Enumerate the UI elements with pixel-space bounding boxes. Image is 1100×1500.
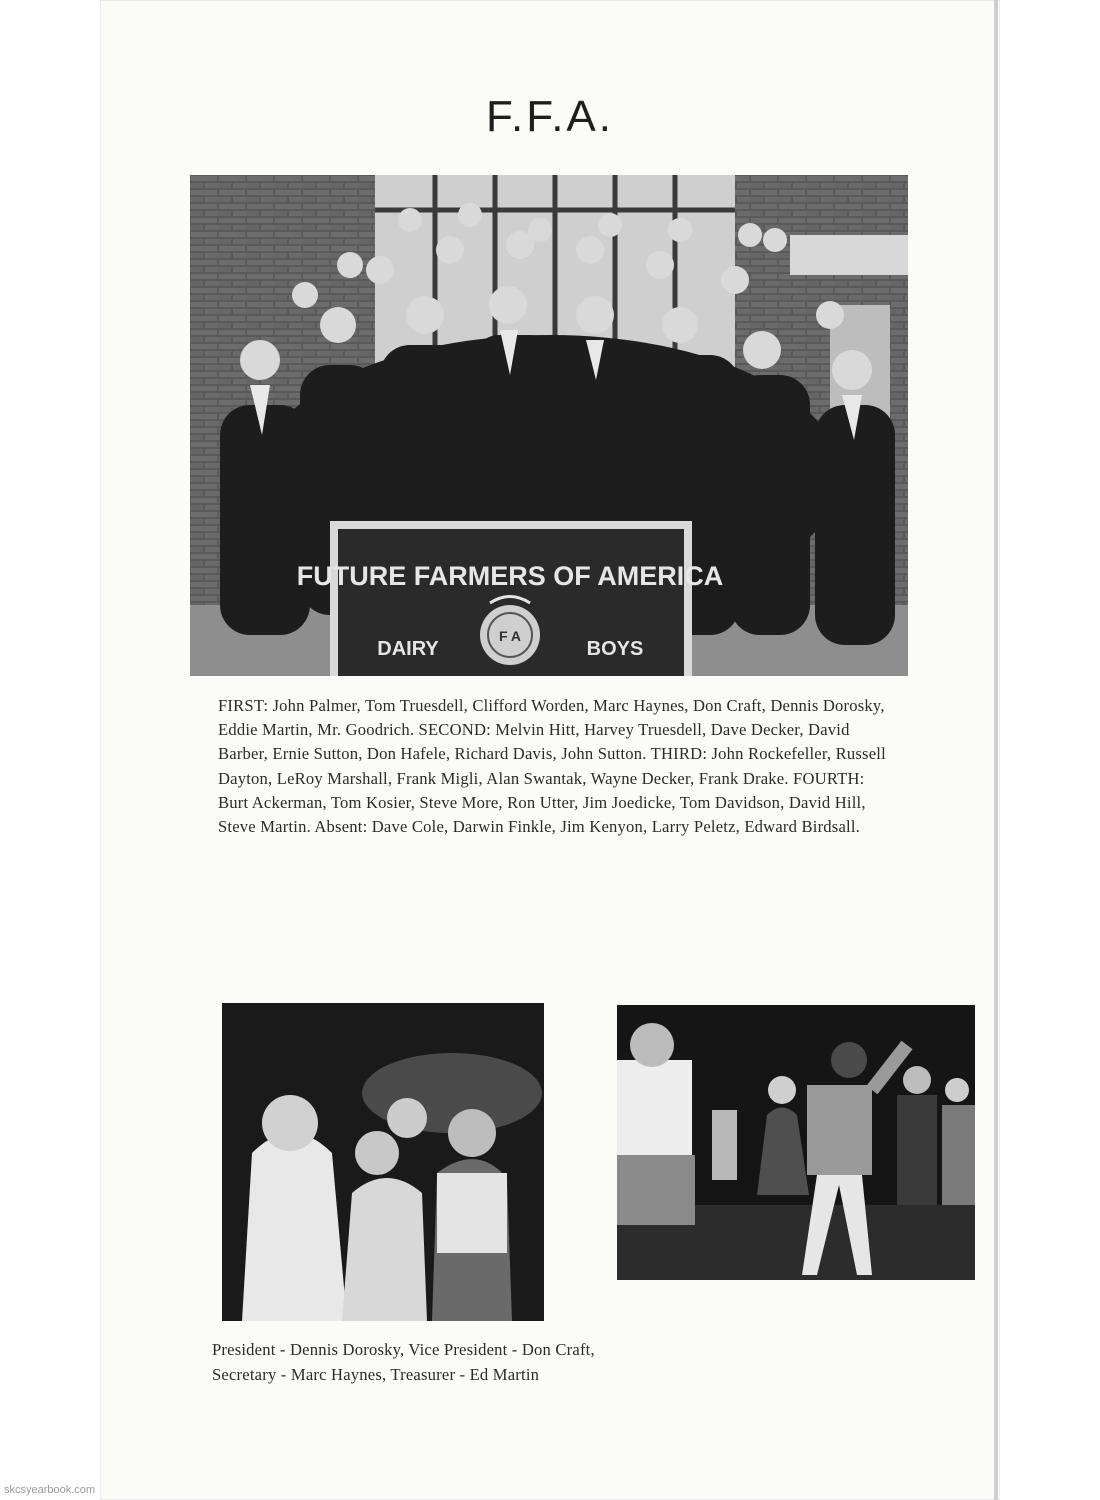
watermark: skcsyearbook.com: [4, 1484, 96, 1496]
officers-line-1: President - Dennis Dorosky, Vice President - Don Craft,: [212, 1340, 595, 1359]
group-photo-caption: FIRST: John Palmer, Tom Truesdell, Clifford Worden, Marc Haynes, Don Craft, Dennis Dorosky, Eddie Martin, Mr. Goodrich. SECOND: Melvin Hitt, Harvey Truesdell, Dave Decker, David Barber, Ernie Sutton, Don Hafele, Richard Davis, John Sutton. THIRD: John Rockefeller, Russell Dayton, LeRoy Marshall, Frank Migli, Alan Swantak, Wayne Decker, Frank Drake. FOURTH: Burt Ackerman, Tom Kosier, Steve More, Ron Utter, Jim Joedicke, Tom Davidson, David Hill, Steve Martin. Absent: Dave Cole, Darwin Finkle, Jim Kenyon, Larry Peletz, Edward Birdsall.: [218, 696, 886, 837]
officers-line-2: Secretary - Marc Haynes, Treasurer - Ed Martin: [212, 1364, 540, 1384]
emblem-letters: F A: [498, 628, 522, 644]
dance-photo-left: [222, 1003, 544, 1321]
officers-caption: [212, 1338, 732, 1387]
banner-right-word: BOYS: [586, 638, 644, 660]
banner-left-word: DAIRY: [377, 638, 439, 660]
page-title: F.F.A.: [485, 92, 615, 141]
dance-photo-right: [617, 1005, 975, 1280]
group-photo: [190, 175, 908, 676]
page-edge: [994, 0, 998, 1500]
banner-title: FUTURE FARMERS OF AMERICA: [296, 561, 724, 591]
